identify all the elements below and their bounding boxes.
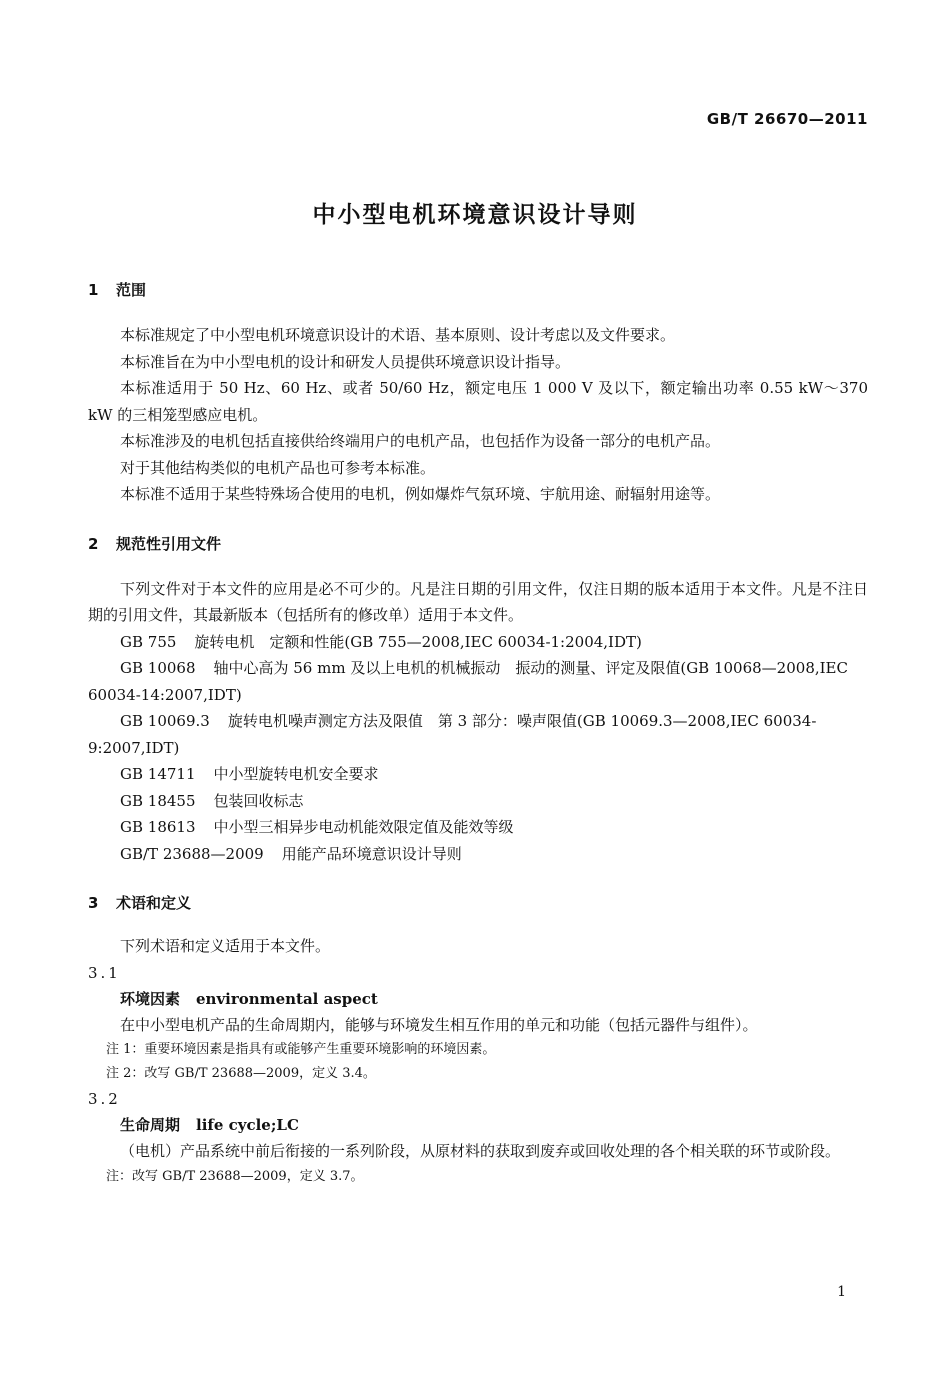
s3-intro: 下列术语和定义适用于本文件。 <box>120 937 331 955</box>
reference-item: GB/T 23688—2009 用能产品环境意识设计导则 <box>120 844 462 863</box>
reference-item: GB 10068 轴中心高为 56 mm 及以上电机的机械振动 振动的测量、评定及限值(GB 10068—2008,IEC 60034-14:2007,IDT) <box>88 659 848 704</box>
s2-intro: 下列文件对于本文件的应用是必不可少的。凡是注日期的引用文件，仅注日期的版本适用于本文件。凡是不注日期的引用文件，其最新版本（包括所有的修改单）适用于本文件。 <box>88 579 868 624</box>
s1-para-1: 本标准规定了中小型电机环境意识设计的术语、基本原则、设计考虑以及文件要求。 <box>120 326 676 344</box>
reference-item: GB 18613 中小型三相异步电动机能效限定值及能效等级 <box>120 818 514 836</box>
term-definition: 在中小型电机产品的生命周期内，能够与环境发生相互作用的单元和功能（包括元器件与组件）。 <box>120 1015 758 1034</box>
term-number: 3.1 <box>88 963 121 982</box>
section-2-heading: 2 规范性引用文件 <box>88 534 222 553</box>
reference-item: GB 14711 中小型旋转电机安全要求 <box>120 765 379 783</box>
term-heading: 环境因素 environmental aspect <box>120 989 378 1008</box>
s1-para-5: 对于其他结构类似的电机产品也可参考本标准。 <box>120 458 436 477</box>
standard-code: GB/T 26670—2011 <box>706 110 868 128</box>
s1-para-3: 本标准适用于 50 Hz、60 Hz、或者 50/60 Hz，额定电压 1 000 V 及以下，额定输出功率 0.55 kW～370 kW 的三相笼型感应电机。 <box>88 379 868 424</box>
s1-para-6: 本标准不适用于某些特殊场合使用的电机，例如爆炸气氛环境、宇航用途、耐辐射用途等。 <box>120 485 721 503</box>
term-note: 注 1：重要环境因素是指具有或能够产生重要环境影响的环境因素。 <box>106 1042 496 1057</box>
reference-item: GB 10069.3 旋转电机噪声测定方法及限值 第 3 部分：噪声限值(GB 10069.3—2008,IEC 60034-9:2007,IDT) <box>88 712 817 757</box>
term-heading: 生命周期 life cycle;LC <box>120 1116 299 1134</box>
reference-item: GB 755 旋转电机 定额和性能(GB 755—2008,IEC 60034-1:2004,IDT) <box>120 632 642 651</box>
document-body <box>88 278 868 1189</box>
term-number: 3.2 <box>88 1090 121 1108</box>
section-3-heading: 3 术语和定义 <box>88 894 192 912</box>
page-number: 1 <box>837 1284 846 1300</box>
s1-para-2: 本标准旨在为中小型电机的设计和研发人员提供环境意识设计指导。 <box>120 352 571 371</box>
document-title: 中小型电机环境意识设计导则 <box>312 202 638 228</box>
s1-para-4: 本标准涉及的电机包括直接供给终端用户的电机产品，也包括作为设备一部分的电机产品。 <box>120 432 721 450</box>
term-note: 注 2：改写 GB/T 23688—2009，定义 3.4。 <box>106 1066 376 1081</box>
reference-item: GB 18455 包装回收标志 <box>120 791 304 810</box>
term-definition: （电机）产品系统中前后衔接的一系列阶段，从原材料的获取到废弃或回收处理的各个相关联的环节或阶段。 <box>120 1142 841 1160</box>
section-1-heading: 1 范围 <box>88 281 147 299</box>
term-note: 注：改写 GB/T 23688—2009，定义 3.7。 <box>106 1168 364 1184</box>
